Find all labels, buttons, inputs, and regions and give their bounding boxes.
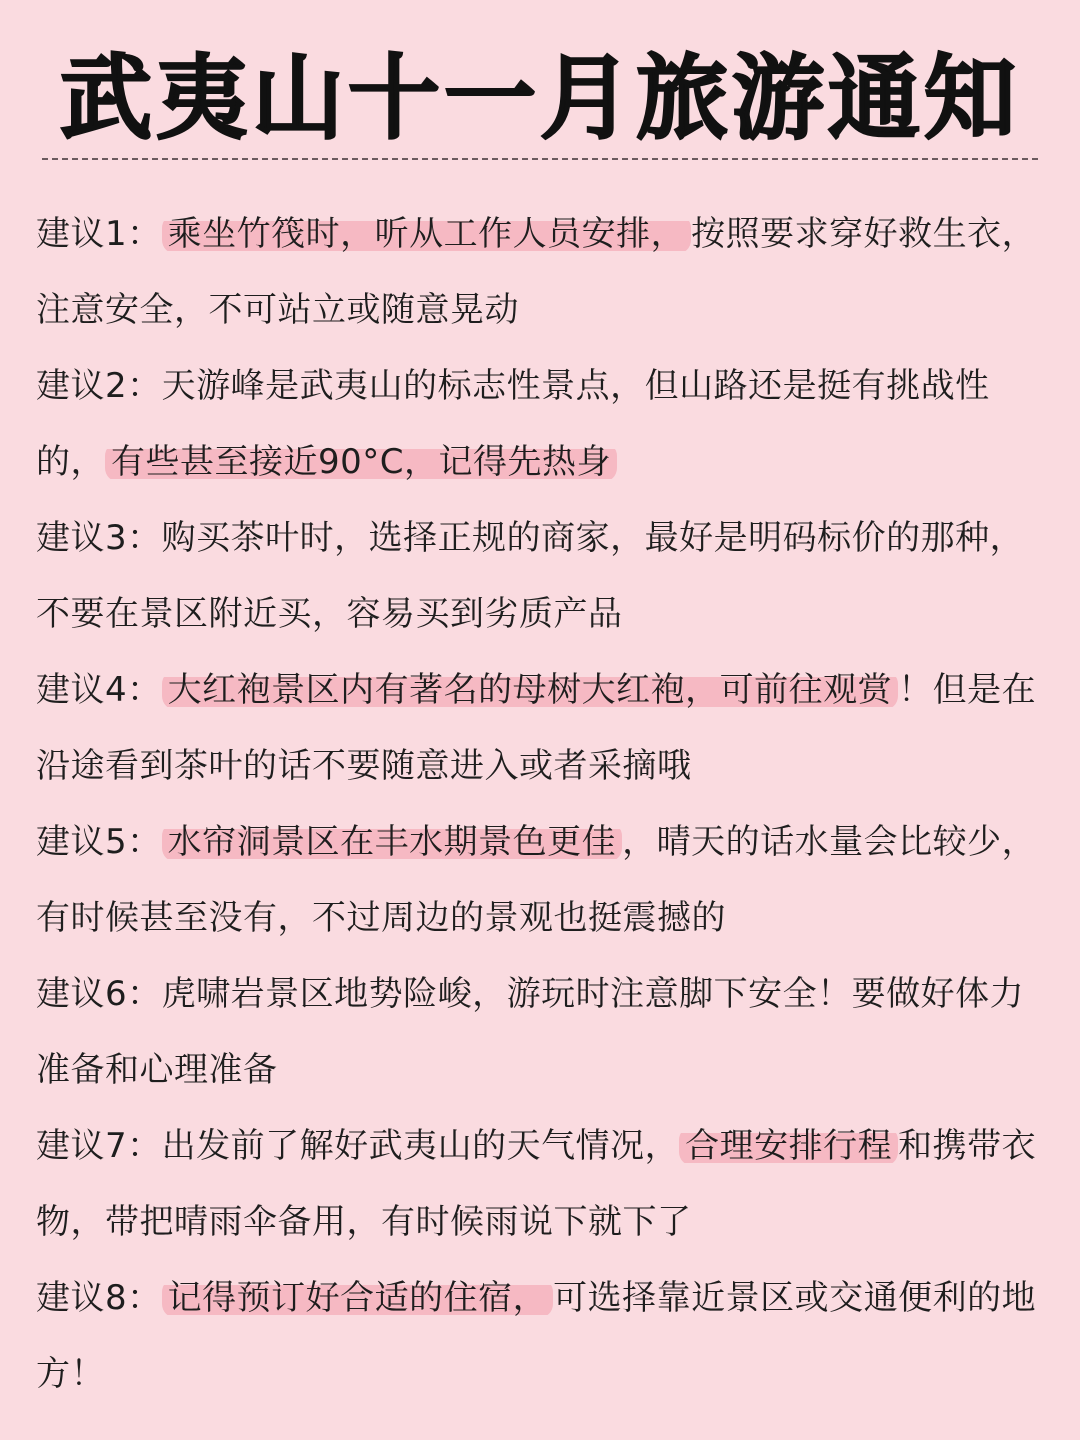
tip-2	[36, 348, 1044, 500]
tip-highlight: 水帘洞景区在丰水期景色更佳	[162, 822, 623, 862]
tip-1	[36, 196, 1044, 348]
dashed-divider	[42, 158, 1038, 160]
tip-label: 建议7：	[36, 1126, 162, 1166]
tip-6	[36, 956, 1044, 1108]
tip-text: 虎啸岩景区地势险峻，游玩时注意脚下安全！要做好体力准备和心理准备	[36, 974, 1025, 1090]
tip-4	[36, 652, 1044, 804]
tip-highlight: 有些甚至接近90°C，记得先热身	[105, 442, 617, 482]
tip-highlight: 合理安排行程	[679, 1126, 898, 1166]
tip-label: 建议2：	[36, 366, 162, 406]
tip-highlight: 乘坐竹筏时，听从工作人员安排，	[162, 214, 692, 254]
tip-label: 建议8：	[36, 1278, 162, 1318]
tip-8	[36, 1260, 1044, 1412]
tip-text: 和携带衣物，带把晴雨伞备用，有时候雨说下就下了	[36, 1126, 1037, 1242]
tip-text: 天游峰是武夷山的标志性景点，但山路还是挺有挑战性的，	[36, 366, 990, 482]
tip-label: 建议3：	[36, 518, 162, 558]
tip-text: 购买茶叶时，选择正规的商家，最好是明码标价的那种，不要在景区附近买，容易买到劣质产品	[36, 518, 1025, 634]
page-title: 武夷山十一月旅游通知	[59, 45, 1020, 152]
tip-text: ！但是在沿途看到茶叶的话不要随意进入或者采摘哦	[36, 670, 1037, 786]
tip-label: 建议4：	[36, 670, 162, 710]
tip-3	[36, 500, 1044, 652]
tip-text: ，晴天的话水量会比较少，有时候甚至没有，不过周边的景观也挺震撼的	[36, 822, 1037, 938]
tip-label: 建议6：	[36, 974, 162, 1014]
tip-highlight: 记得预订好合适的住宿，	[162, 1278, 554, 1318]
tip-text: 出发前了解好武夷山的天气情况，	[161, 1126, 680, 1166]
tip-text: 可选择靠近景区或交通便利的地方！	[36, 1278, 1037, 1394]
tip-label: 建议1：	[36, 214, 162, 254]
tips-list	[36, 196, 1044, 1412]
tip-7	[36, 1108, 1044, 1260]
tip-label: 建议5：	[36, 822, 162, 862]
tip-5	[36, 804, 1044, 956]
tip-highlight: 大红袍景区内有著名的母树大红袍，可前往观赏	[162, 670, 899, 710]
tip-text: 按照要求穿好救生衣，注意安全，不可站立或随意晃动	[36, 214, 1037, 330]
